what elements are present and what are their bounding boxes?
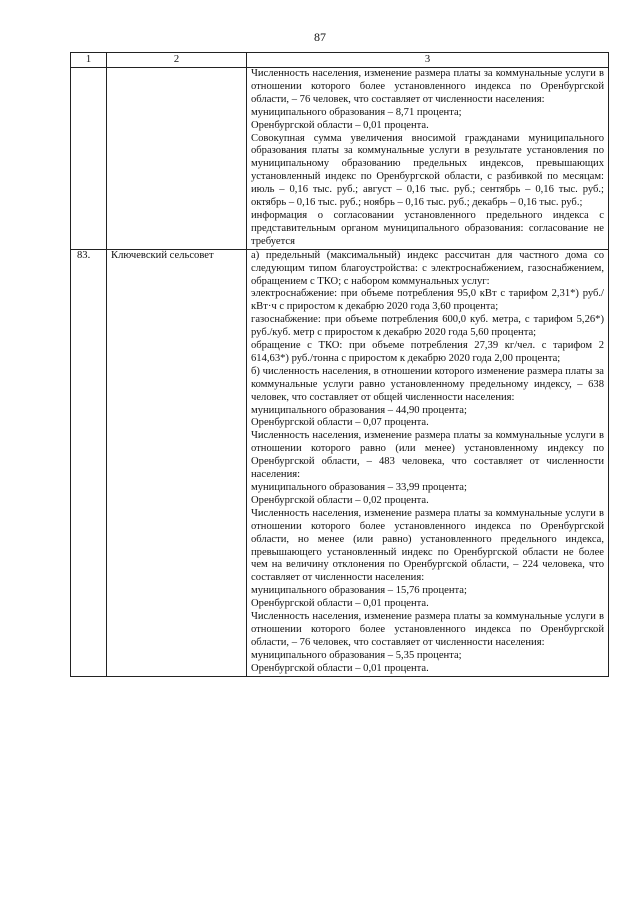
description-cell [247,68,609,250]
paragraph: Численность населения, изменение размера платы за коммунальные услуги в отношении которого более установленного индекса по Оренбургской области, – 76 человек, что составляет от численности населения: [251,68,604,105]
paragraph: электроснабжение: при объеме потребления 95,0 кВт с тарифом 2,31*) руб./кВт·ч с приростом к декабрю 2020 года 3,60 процента; [251,288,604,313]
paragraph: а) предельный (максимальный) индекс рассчитан для частного дома со следующим типом благоустройства: с электроснабжением, газоснабжением, обращением с ТКО; с набором коммунальных услуг: [251,249,604,287]
paragraph: Оренбургской области – 0,01 процента. [251,662,429,674]
table-header-row [71,53,609,68]
paragraph: Оренбургской области – 0,01 процента. [251,598,429,610]
table-row-83 [71,249,609,676]
row-number-cell: 83. [71,249,107,676]
column-header-1: 1 [71,53,107,68]
paragraph: муниципального образования – 44,90 процента; [251,404,467,416]
paragraph: Оренбургской области – 0,02 процента. [251,494,429,506]
description-cell [247,249,609,676]
paragraph: газоснабжение: при объеме потребления 600,0 куб. метра, с тарифом 5,26*) руб./куб. метр с приростом к декабрю 2020 года 5,60 процента; [251,314,604,339]
paragraph: Численность населения, изменение размера платы за коммунальные услуги в отношении которого более установленного индекса по Оренбургской области, но менее (или равно) установленного предельного индекса, превышающего установленный индекс по Оренбургской области не более чем на величину отклонения по Оренбургской области, – 224 человека, что составляет от численности населения: [251,507,604,584]
row-number-cell [71,68,107,250]
paragraph: Совокупная сумма увеличения вносимой гражданами муниципального образования платы за коммунальные услуги в результате установления по муниципальному образованию предельных индексов, превышающих установленный индекс по Оренбургской области, с разбивкой по месяцам: июль – 0,16 тыс. руб.; август – 0,16 тыс. руб.; сентябрь – 0,16 тыс. руб.; октябрь – 0,16 тыс. руб.; ноябрь – 0,16 тыс. руб.; декабрь – 0,16 тыс. руб.; [251,132,604,209]
paragraph: Оренбургской области – 0,07 процента. [251,417,429,429]
paragraph: муниципального образования – 5,35 процента; [251,649,462,661]
paragraph: Оренбургской области – 0,01 процента. [251,119,429,131]
column-header-2: 2 [107,53,247,68]
paragraph: муниципального образования – 33,99 процента; [251,482,467,493]
paragraph: информация о согласовании установленного предельного индекса с представительным органом муниципального образования: согласование не требуется [251,209,604,247]
paragraph: муниципального образования – 8,71 процента; [251,106,462,118]
paragraph: муниципального образования – 15,76 процента; [251,585,467,597]
municipality-name-cell [107,68,247,250]
paragraph: б) численность населения, в отношении которого изменение размера платы за коммунальные услуги равно установленному предельному индексу, – 638 человек, что составляет от общей численности населения: [251,365,604,403]
paragraph: Численность населения, изменение размера платы за коммунальные услуги в отношении которого более установленного индекса по Оренбургской области, – 76 человек, что составляет от численности населения: [251,611,604,648]
table-row-continuation [71,68,609,250]
municipality-name-cell: Ключевский сельсовет [107,249,247,676]
paragraph: обращение с ТКО: при объеме потребления 27,39 кг/чел. с тарифом 2 614,63*) руб./тонна с приростом к декабрю 2020 года 2,00 процента; [251,340,604,364]
column-header-3: 3 [247,53,609,68]
page-number: 87 [314,30,326,44]
document-table [70,52,609,677]
paragraph: Численность населения, изменение размера платы за коммунальные услуги в отношении которого равно (или менее) установленному индексу по Оренбургской области, – 483 человека, что составляет от численности населения: [251,430,604,481]
